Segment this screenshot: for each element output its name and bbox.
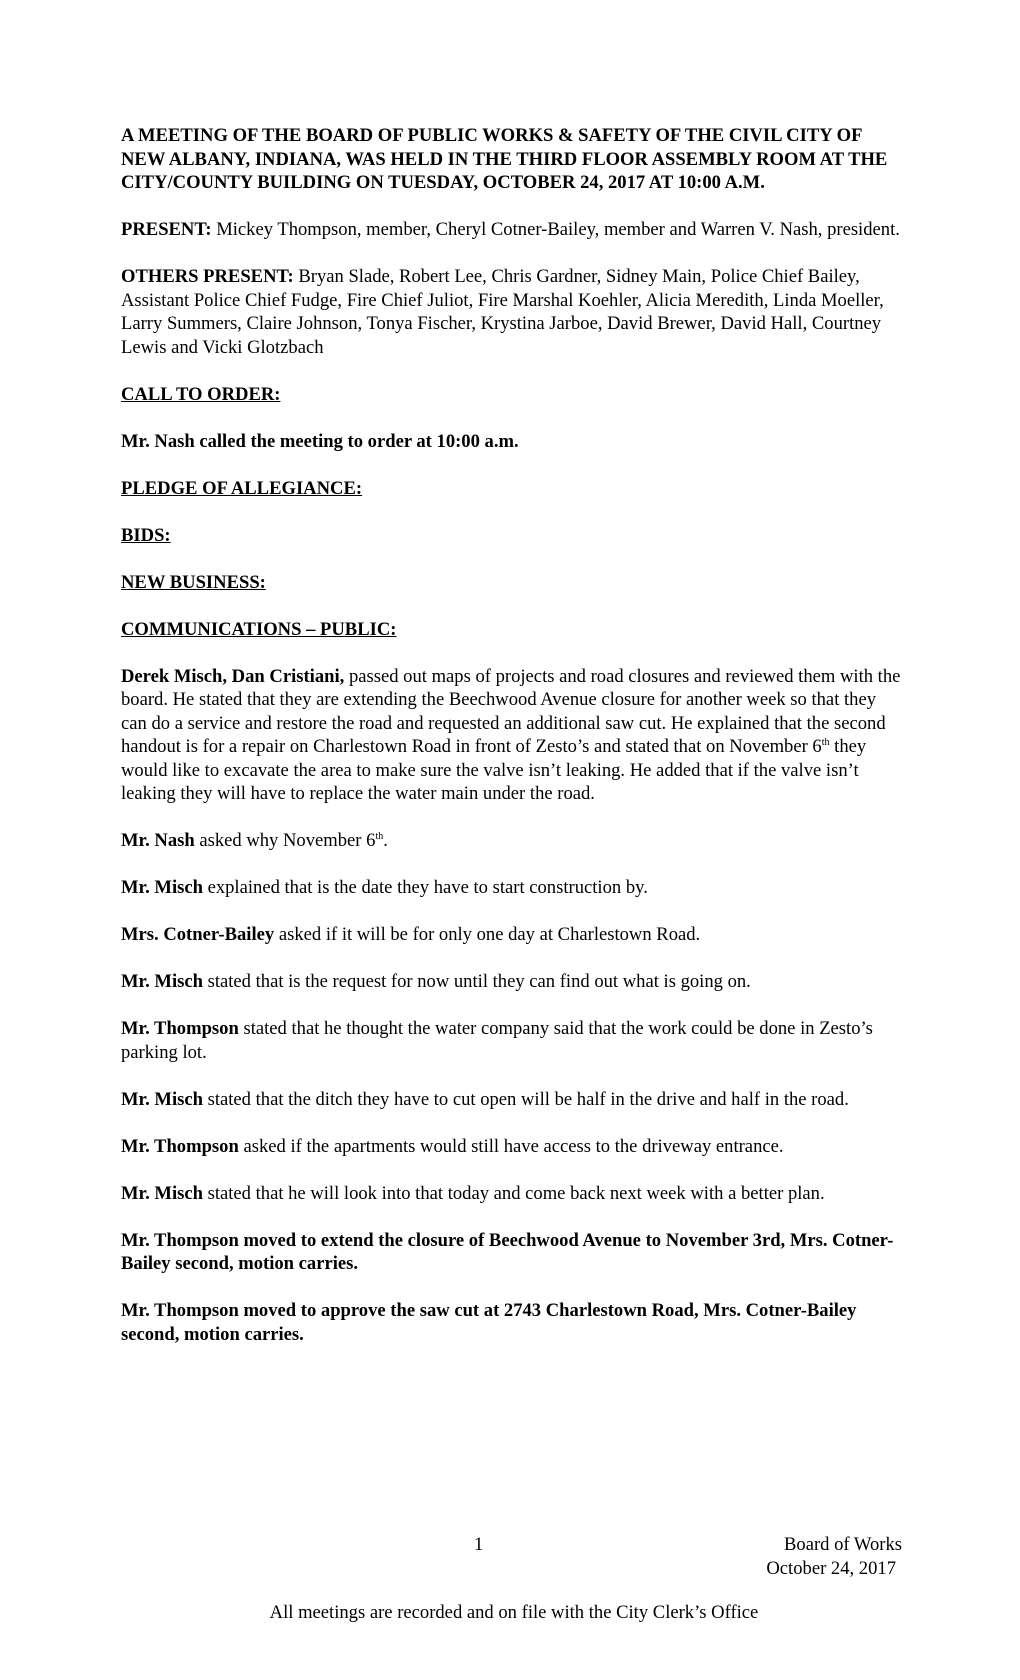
motion-paragraph: Mr. Thompson moved to approve the saw cut at 2743 Charlestown Road, Mrs. Cotner-Bailey second, motion carries. (121, 1300, 857, 1345)
footer-date: October 24, 2017 (766, 1557, 896, 1579)
communications-heading: COMMUNICATIONS – PUBLIC: (121, 618, 397, 640)
new-business-heading: NEW BUSINESS: (121, 571, 266, 593)
others-present-paragraph (121, 265, 901, 359)
exchange-paragraph (121, 970, 901, 994)
footer-title: Board of Works (784, 1534, 902, 1555)
document-body (121, 124, 901, 1346)
misch-intro-paragraph (121, 665, 901, 806)
call-to-order-text: Mr. Nash called the meeting to order at 10:00 a.m. (121, 430, 519, 452)
speaker-name: Mrs. Cotner-Bailey (121, 924, 275, 945)
speaker-name: Mr. Misch (121, 877, 203, 898)
ordinal-suffix: th (821, 736, 830, 748)
paragraph-text: asked if the apartments would still have access to the driveway entrance. (238, 1135, 784, 1157)
exchange-paragraph (121, 1017, 901, 1064)
paragraph-text: asked why November 6 (194, 830, 376, 851)
speaker-name: Mr. Thompson (121, 1018, 239, 1039)
footer-note: All meetings are recorded and on file with the City Clerk’s Office (269, 1602, 759, 1623)
speaker-name: Derek Misch, Dan Cristiani, (121, 665, 345, 687)
speaker-name: Mr. Misch (121, 1088, 203, 1110)
speaker-name: Mr. Misch (121, 1182, 203, 1204)
present-text: Mickey Thompson, member, Cheryl Cotner-Bailey, member and Warren V. Nash, president. (211, 219, 900, 240)
paragraph-text: explained that is the date they have to start construction by. (202, 877, 648, 898)
paragraph-text: . (383, 830, 388, 851)
others-present-text: Bryan Slade, Robert Lee, Chris Gardner, Sidney Main, Police Chief Bailey, Assistant Police Chief Fudge, Fire Chief Juliot, Fire Marshal Koehler, Alicia Meredith, Linda Moeller, Larry Summers, Claire Johnson, Tonya Fischer, Krystina Jarboe, David Brewer, David Hall, Courtney Lewis and Vicki Glotzbach (121, 266, 884, 358)
paragraph-text: stated that the ditch they have to cut open will be half in the drive and half in the road. (202, 1088, 849, 1110)
present-paragraph (121, 218, 901, 242)
others-present-label: OTHERS PRESENT: (121, 266, 294, 287)
page-number: 1 (474, 1534, 484, 1555)
paragraph-text: stated that he will look into that today and come back next week with a better plan. (202, 1182, 825, 1204)
speaker-name: Mr. Nash (121, 830, 195, 851)
ordinal-suffix: th (375, 830, 384, 842)
present-label: PRESENT: (121, 219, 212, 240)
exchange-paragraph (121, 1182, 901, 1206)
motion-paragraph: Mr. Thompson moved to extend the closure of Beechwood Avenue to November 3rd, Mrs. Cotner-Bailey second, motion carries. (121, 1229, 894, 1274)
nash-question-paragraph (121, 829, 901, 853)
speaker-name: Mr. Thompson (121, 1135, 239, 1157)
footer-header-block (766, 1533, 902, 1580)
exchange-paragraph (121, 1088, 901, 1112)
paragraph-text: asked if it will be for only one day at Charlestown Road. (274, 924, 701, 945)
bids-heading: BIDS: (121, 524, 171, 546)
speaker-name: Mr. Misch (121, 971, 203, 992)
meeting-heading: A MEETING OF THE BOARD OF PUBLIC WORKS & SAFETY OF THE CIVIL CITY OF NEW ALBANY, INDIANA, WAS HELD IN THE THIRD FLOOR ASSEMBLY ROOM AT THE CITY/COUNTY BUILDING ON TUESDAY, OCTOBER 24, 2017 AT 10:00 A.M. (121, 125, 888, 193)
exchange-paragraph (121, 923, 901, 947)
exchange-paragraph (121, 1135, 901, 1159)
paragraph-text: stated that is the request for now until they can find out what is going on. (202, 971, 751, 992)
call-to-order-heading: CALL TO ORDER: (121, 383, 281, 405)
paragraph-text: they would like to excavate the area to make sure the valve isn’t leaking. He added that if the valve isn’t leaking they will have to replace the water main under the road. (121, 736, 867, 804)
pledge-heading: PLEDGE OF ALLEGIANCE: (121, 477, 363, 499)
paragraph-text: passed out maps of projects and road closures and reviewed them with the board. He stated that they are extending the Beechwood Avenue closure for another week so that they can do a service and restore the road and requested an additional saw cut. He explained that the second handout is for a repair on Charlestown Road in front of Zesto’s and stated that on November 6 (121, 665, 901, 757)
exchange-paragraph (121, 876, 901, 900)
paragraph-text: stated that he thought the water company said that the work could be done in Zesto’s parking lot. (121, 1018, 873, 1063)
